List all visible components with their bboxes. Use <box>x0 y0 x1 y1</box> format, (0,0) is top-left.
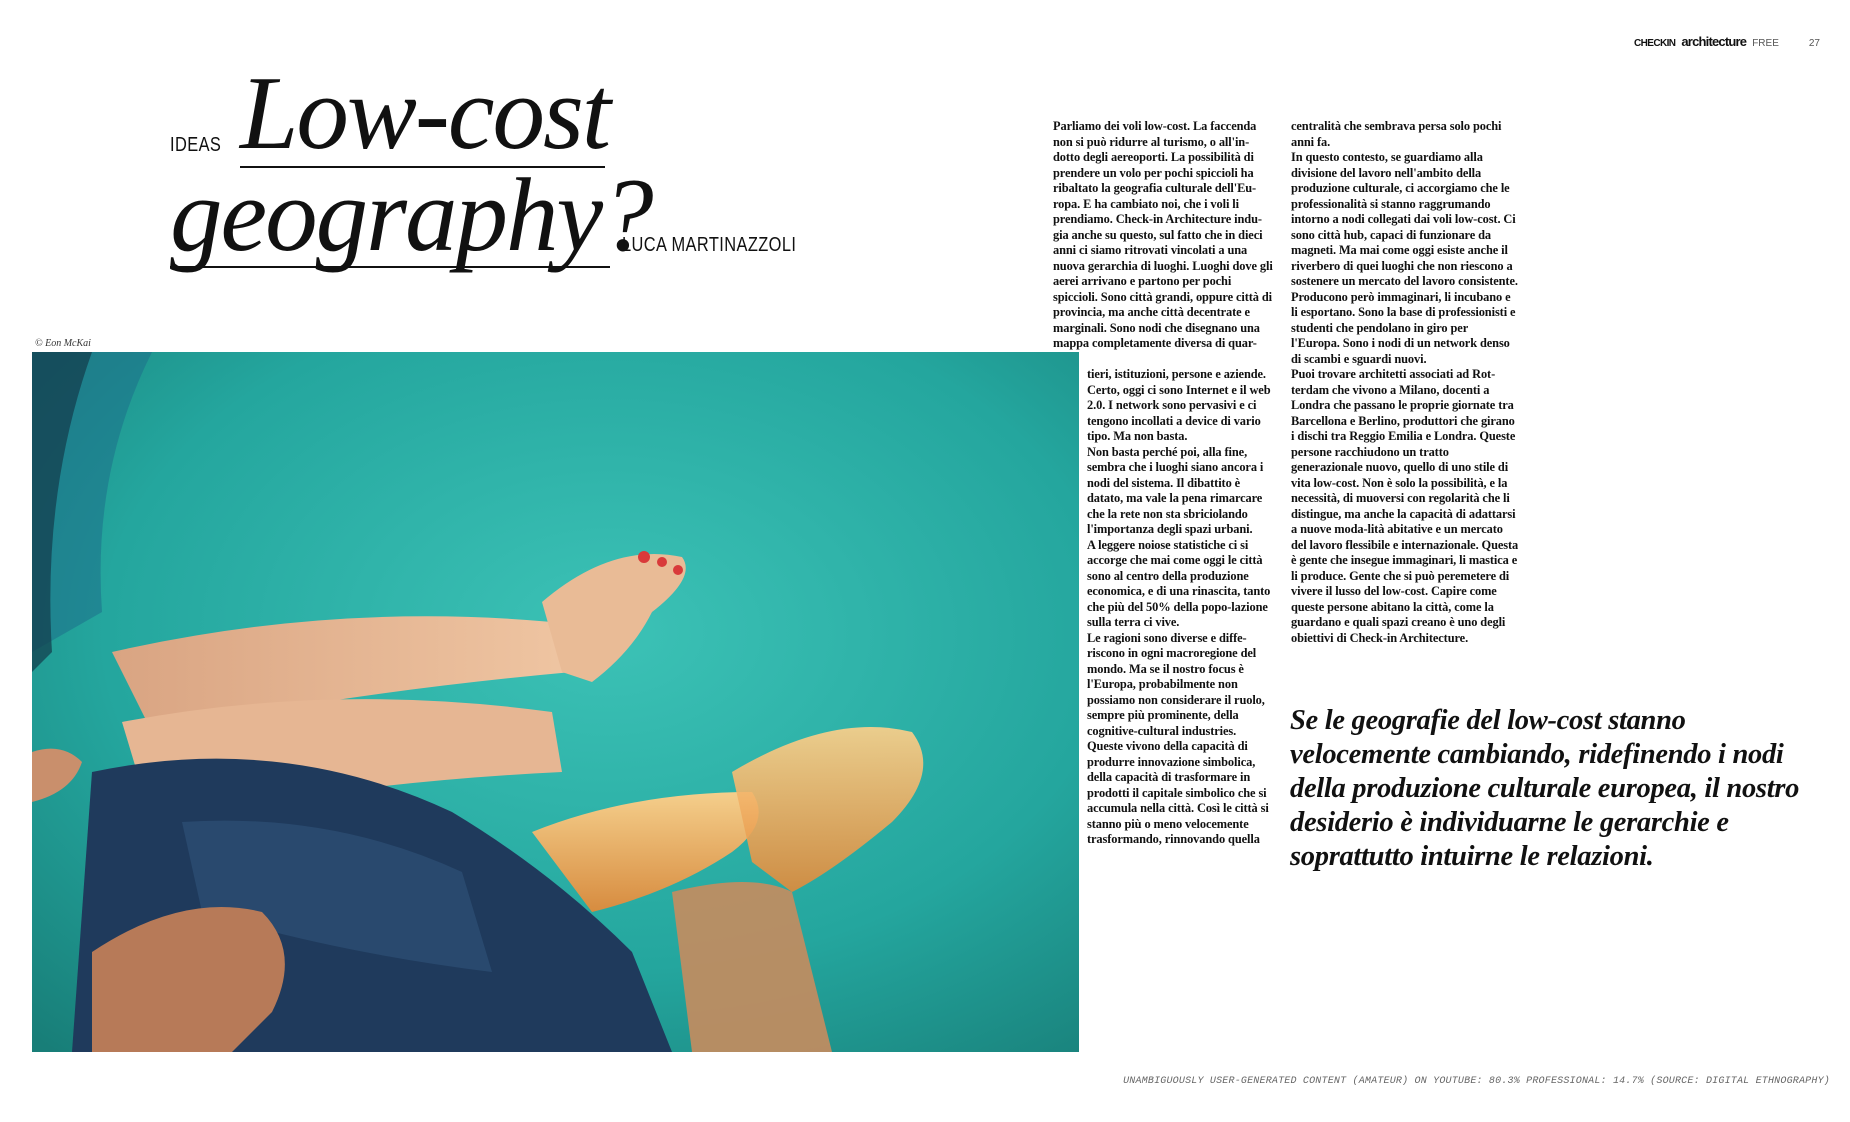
pull-quote: Se le geografie del low-cost stanno velocemente cambiando, ridefinendo i nodi della produzione culturale europea, il nostro desiderio è individuarne le gerarchie e soprattutto intuirne le relazioni. <box>1290 705 1800 872</box>
paragraph: Puoi trovare architetti associati ad Rot-terdam che vivono a Milano, docenti a Londra che passano le proprie giornate tra Barcellona e Berlino, produttori che girano i dischi tra Reggio Emilia e Londra. Queste persone racchiudono un tratto generazionale nuovo, quello di uno stile di vita low-cost. Non è solo la possibilità, e la necessità, di muoversi con regolarità che li distingue, ma anche la capacità di adattarsi a nuove moda-lità abitative e un mercato del lavoro flessibile e internazionale. Questa è gente che insegue immaginari, li mastica e li produce. Gente che si può peremetere di vivere il lusso del low-cost. Capire come queste persone abitano la città, come la guardano e quali spazi creano è uno degli obiettivi di Check-in Architecture. <box>1291 367 1519 645</box>
footer-statistic: UNAMBIGUOUSLY USER-GENERATED CONTENT (AMATEUR) ON YOUTUBE: 80.3% PROFESSIONAL: 14.7% (SOURCE: DIGITAL ETHNOGRAPHY) <box>1123 1076 1830 1087</box>
magazine-header <box>1634 34 1820 49</box>
page-number: 27 <box>1808 38 1820 49</box>
article-column-1-bottom <box>1087 367 1273 848</box>
paragraph: Le ragioni sono diverse e diffe-riscono in ogni macroregione del mondo. Ma se il nostro focus è l'Europa, probabilmente non possiamo non considerare il ruolo, sempre più prominente, della cognitive-cultural industries. Queste vivono della capacità di produrre innovazione simbolica, della capacità di trasformare in prodotti il capitale simbolico che si accumula nella città. Così le città si stanno più o meno velocemente trasformando, rinnovando quella <box>1087 630 1269 846</box>
article-column-1-top <box>1053 119 1275 352</box>
brand-architecture: architecture <box>1681 34 1747 49</box>
paragraph: In questo contesto, se guardiamo alla divisione del lavoro nell'ambito della produzione culturale, ci accorgiamo che le professionalità si stanno raggrumando intorno a nodi collegati dai voli low-cost. Ci sono città hub, capaci di funzionare da magneti. Ma mai come oggi esiste anche il riverbero di quei luoghi che non riescono a sostenere un mercato del lavoro consistente. Producono però immaginari, li incubano e li esportano. Sono la base di professionisti e studenti che pendolano in giro per l'Europa. Sono i nodi di un network denso di scambi e sguardi nuovi. <box>1291 150 1518 366</box>
paragraph: tieri, istituzioni, persone e aziende. Certo, oggi ci sono Internet e il web 2.0. I network sono pervasivi e ci tengono incollati a device di vario tipo. Ma non basta. <box>1087 367 1271 443</box>
article-title-line-1: Low-cost <box>240 54 610 171</box>
title-underline-2 <box>170 266 610 268</box>
brand-free-label: FREE <box>1752 38 1779 49</box>
author-name: LUCA MARTINAZZOLI <box>622 234 797 256</box>
paragraph: Non basta perché poi, alla fine, sembra che i luoghi siano ancora i nodi del sistema. Il dibattito è datato, ma vale la pena rimarcare che la rete non sta sbriciolando l'importanza degli spazi urbani. <box>1087 444 1264 536</box>
paragraph: centralità che sembrava persa solo pochi anni fa. <box>1291 119 1502 149</box>
paragraph: Parliamo dei voli low-cost. La faccenda non si può ridurre al turismo, o all'in-dotto degli aereoporti. La possibilità di prendere un volo per pochi spiccioli ha ribaltato la geografia culturale dell'Eu-ropa. E ha cambiato noi, che i voli li prendiamo. Check-in Architecture indu-gia anche su questo, sul fatto che in dieci anni ci siamo ritrovati vincolati a una nuova gerarchia di luoghi. Luoghi dove gli aerei arrivano e partono per pochi spiccioli. Sono città grandi, oppure città di provincia, ma anche città decentrate e marginali. Sono nodi che disegnano una mappa completamente diversa di quar- <box>1053 119 1273 350</box>
photo-credit: © Eon McKai <box>35 338 91 349</box>
brand-checkin: CHECKIN <box>1634 38 1676 49</box>
paragraph: A leggere noiose statistiche ci si accorge che mai come oggi le città sono al centro della produzione economica, e di una rinascita, tanto che più del 50% della popo-lazione sulla terra ci vive. <box>1087 537 1271 629</box>
article-column-2 <box>1291 119 1519 646</box>
section-kicker: IDEAS <box>170 134 222 156</box>
feature-photo <box>32 352 1079 1052</box>
article-title-line-2: geography? <box>170 156 652 273</box>
